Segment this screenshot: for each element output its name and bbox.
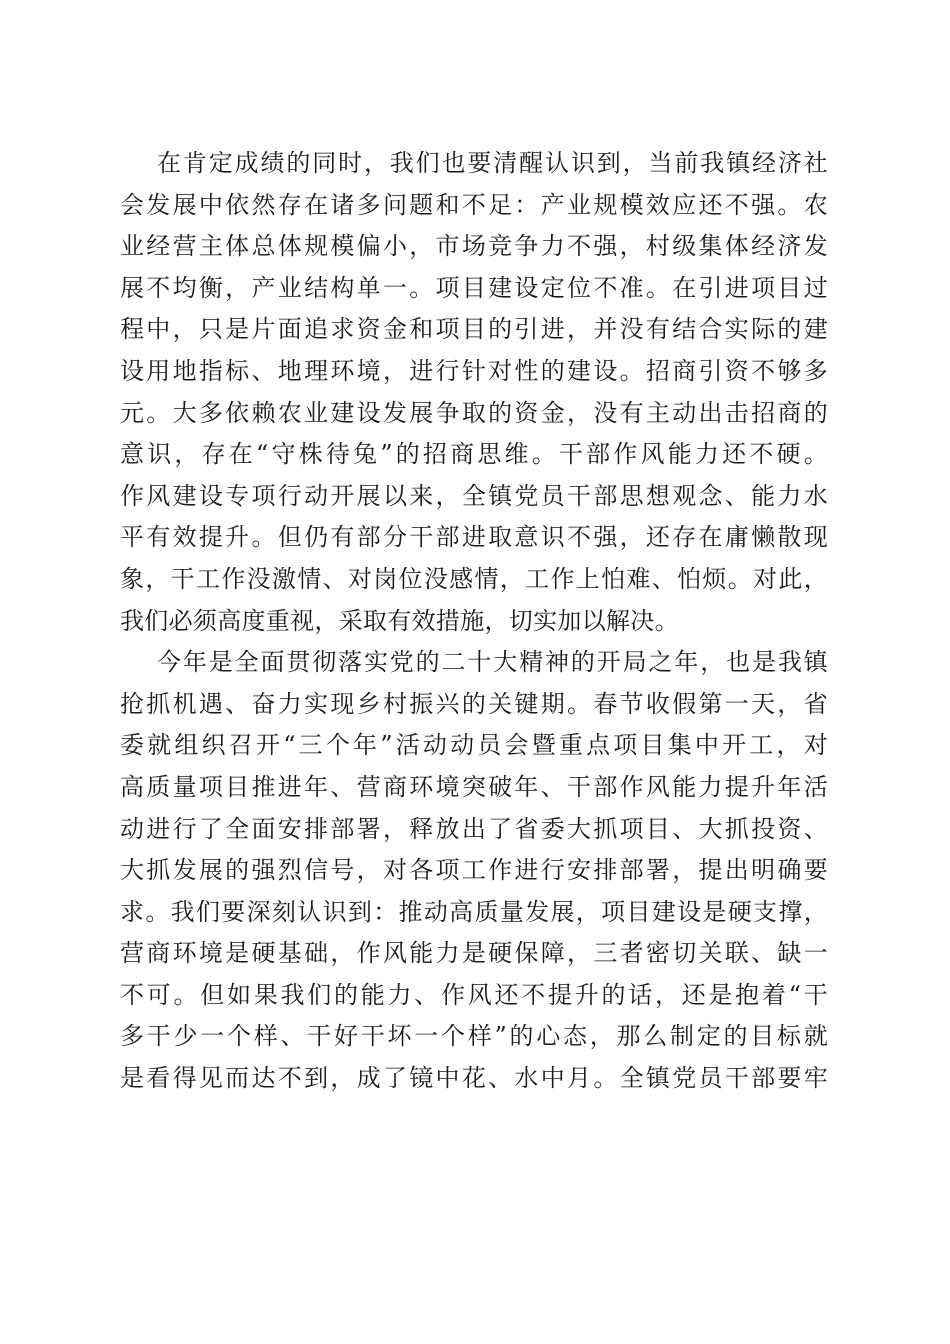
text-line: 我们必须高度重视，采取有效措施，切实加以解决。 bbox=[120, 606, 679, 635]
text-line: 求。我们要深刻认识到：推动高质量发展，项目建设是硬支撑， bbox=[120, 897, 828, 926]
text-line: 意识，存在“守株待兔”的招商思维。干部作风能力还不硬。 bbox=[120, 440, 828, 469]
text-line: 高质量项目推进年、营商环境突破年、干部作风能力提升年活 bbox=[120, 772, 828, 801]
text-line: 是看得见而达不到，成了镜中花、水中月。全镇党员干部要牢 bbox=[120, 1064, 828, 1093]
document-body bbox=[120, 143, 828, 1100]
text-line: 设用地指标、地理环境，进行针对性的建设。招商引资不够多 bbox=[120, 356, 828, 385]
paragraph-2 bbox=[120, 642, 828, 1100]
text-line: 大抓发展的强烈信号，对各项工作进行安排部署，提出明确要 bbox=[120, 856, 828, 885]
text-line: 委就组织召开“三个年”活动动员会暨重点项目集中开工，对 bbox=[120, 731, 828, 760]
text-line: 今年是全面贯彻落实党的二十大精神的开局之年，也是我镇 bbox=[157, 648, 828, 677]
text-line: 作风建设专项行动开展以来，全镇党员干部思想观念、能力水 bbox=[120, 481, 828, 510]
text-line: 营商环境是硬基础，作风能力是硬保障，三者密切关联、缺一 bbox=[120, 939, 828, 968]
text-line: 元。大多依赖农业建设发展争取的资金，没有主动出击招商的 bbox=[120, 398, 828, 427]
text-line: 会发展中依然存在诸多问题和不足：产业规模效应还不强。农 bbox=[120, 190, 828, 219]
text-line: 动进行了全面安排部署，释放出了省委大抓项目、大抓投资、 bbox=[120, 814, 828, 843]
text-line: 在肯定成绩的同时，我们也要清醒认识到，当前我镇经济社 bbox=[157, 149, 828, 177]
text-line: 象，干工作没激情、对岗位没感情，工作上怕难、怕烦。对此， bbox=[120, 564, 828, 593]
text-line: 多干少一个样、干好干坏一个样”的心态，那么制定的目标就 bbox=[120, 1022, 828, 1051]
paragraph-1 bbox=[120, 143, 828, 642]
text-line: 程中，只是片面追求资金和项目的引进，并没有结合实际的建 bbox=[120, 315, 828, 344]
text-line: 业经营主体总体规模偏小，市场竞争力不强，村级集体经济发 bbox=[120, 232, 828, 261]
text-line: 抢抓机遇、奋力实现乡村振兴的关键期。春节收假第一天，省 bbox=[120, 689, 828, 718]
text-line: 平有效提升。但仍有部分干部进取意识不强，还存在庸懒散现 bbox=[120, 523, 828, 552]
text-line: 不可。但如果我们的能力、作风还不提升的话，还是抱着“干 bbox=[120, 980, 828, 1009]
text-line: 展不均衡，产业结构单一。项目建设定位不准。在引进项目过 bbox=[120, 273, 828, 302]
